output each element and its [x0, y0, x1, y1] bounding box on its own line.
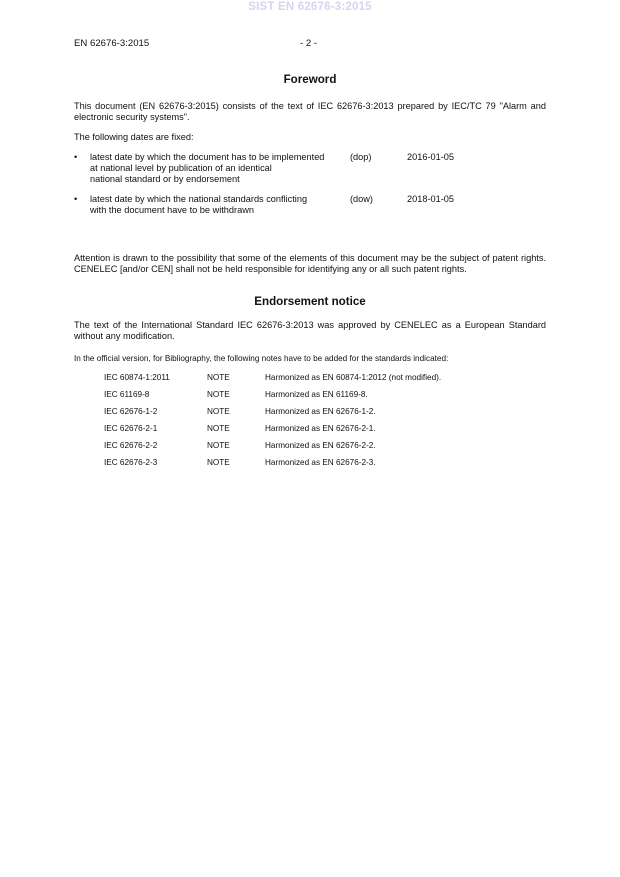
watermark: SIST EN 62676-3:2015	[248, 1, 372, 13]
date-item-dop	[74, 152, 546, 186]
date-item-line: at national level by publication of an identical	[90, 162, 272, 173]
note-text: Harmonized as EN 62676-1-2.	[265, 406, 376, 416]
note-standard: IEC 61169-8	[104, 389, 150, 399]
note-standard: IEC 62676-2-1	[104, 423, 158, 433]
page-number: - 2 -	[300, 38, 318, 49]
note-type: NOTE	[207, 440, 230, 450]
note-type: NOTE	[207, 372, 230, 382]
document-number: EN 62676-3:2015	[74, 38, 150, 49]
date-item-line: latest date by which the document has to be implemented	[90, 151, 325, 162]
note-standard: IEC 60874-1:2011	[104, 372, 170, 382]
note-standard: IEC 62676-2-3	[104, 457, 158, 467]
note-text: Harmonized as EN 62676-2-2.	[265, 440, 376, 450]
note-text: Harmonized as EN 61169-8.	[265, 389, 368, 399]
dates-list	[74, 152, 546, 217]
date-item-line: latest date by which the national standards conflicting	[90, 194, 308, 205]
page-content	[74, 73, 546, 474]
date-item-dow	[74, 194, 546, 216]
note-standard: IEC 62676-2-2	[104, 440, 158, 450]
note-type: NOTE	[207, 406, 230, 416]
note-row	[74, 406, 546, 423]
note-row	[74, 440, 546, 457]
note-type: NOTE	[207, 457, 230, 467]
foreword-intro: This document (EN 62676-3:2015) consists of the text of IEC 62676-3:2013 prepared by IEC/TC 79 "Alarm and electronic security systems".	[74, 101, 546, 123]
date-item-text	[90, 152, 340, 186]
note-type: NOTE	[207, 389, 230, 399]
bullet-icon: •	[74, 151, 78, 162]
note-type: NOTE	[207, 423, 230, 433]
date-value: 2016-01-05	[407, 151, 454, 162]
patent-attention: Attention is drawn to the possibility that some of the elements of this document may be the subject of patent rights. CENELEC [and/or CEN] shall not be held responsible for identifying any or all such patent rights.	[74, 252, 546, 274]
note-text: Harmonized as EN 62676-2-1.	[265, 423, 376, 433]
note-row	[74, 423, 546, 440]
note-row	[74, 457, 546, 474]
dates-intro: The following dates are fixed:	[74, 132, 194, 143]
note-text: Harmonized as EN 60874-1:2012 (not modified).	[265, 372, 442, 382]
date-code: (dow)	[350, 194, 373, 205]
date-code: (dop)	[350, 151, 372, 162]
bibliography-notes	[74, 372, 546, 474]
official-version-note: In the official version, for Bibliography, the following notes have to be added for the standards indicated:	[74, 354, 449, 364]
note-text: Harmonized as EN 62676-2-3.	[265, 457, 376, 467]
note-standard: IEC 62676-1-2	[104, 406, 158, 416]
endorsement-text: The text of the International Standard IEC 62676-3:2013 was approved by CENELEC as a European Standard without any modification.	[74, 320, 546, 342]
date-item-line: national standard or by endorsement	[90, 174, 240, 185]
date-value: 2018-01-05	[407, 194, 454, 205]
date-item-line: with the document have to be withdrawn	[90, 205, 254, 216]
note-row	[74, 372, 546, 389]
date-item-text	[90, 194, 340, 216]
foreword-title: Foreword	[283, 73, 337, 86]
bullet-icon: •	[74, 194, 78, 205]
endorsement-title: Endorsement notice	[254, 295, 366, 309]
note-row	[74, 389, 546, 406]
